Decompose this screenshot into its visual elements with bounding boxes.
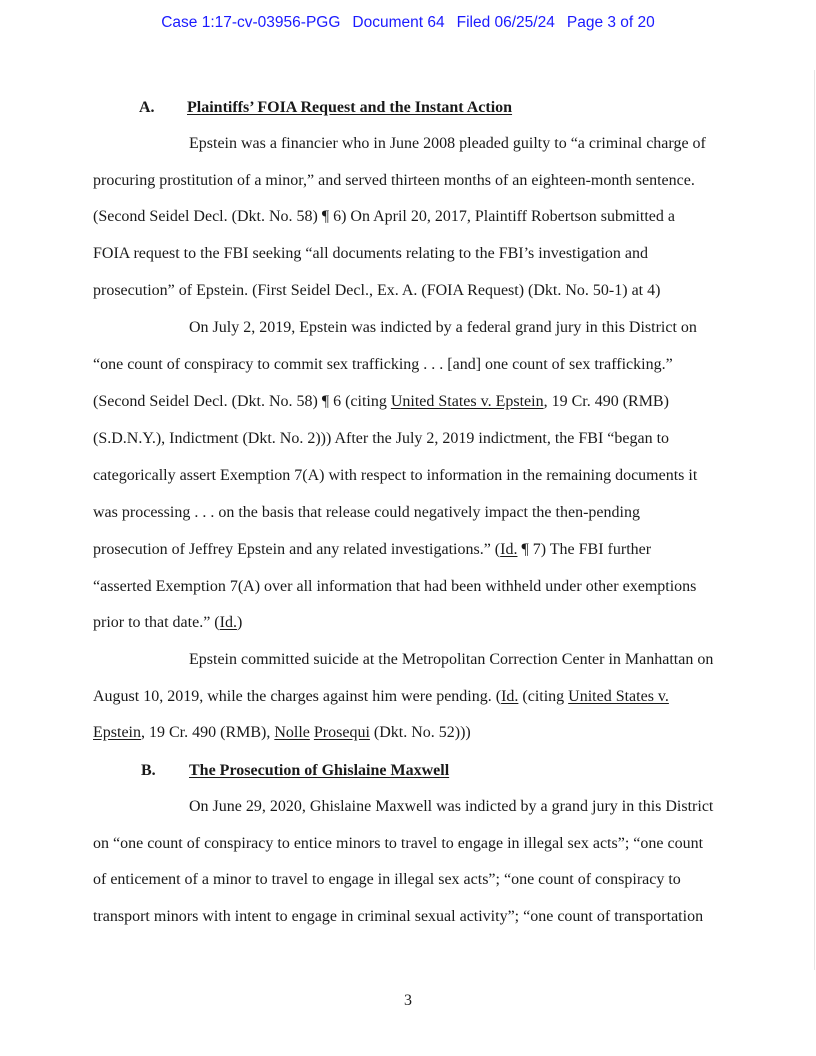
text-run: ¶ 7) The FBI further [517, 541, 652, 558]
section-b-title: The Prosecution of Ghislaine Maxwell [189, 762, 450, 779]
paragraph-line: procuring prostitution of a minor,” and served thirteen months of an eighteen-month sentence. [93, 172, 695, 189]
text-run: August 10, 2019, while the charges against him were pending. ( [93, 688, 502, 705]
paragraph-line: transport minors with intent to engage in criminal sexual activity”; “one count of transportation [93, 908, 704, 925]
paragraph-line: FOIA request to the FBI seeking “all documents relating to the FBI’s investigation and [93, 245, 649, 262]
text-run: (citing [518, 688, 569, 705]
text-run: , 19 Cr. 490 (RMB) [543, 393, 669, 410]
paragraph-line: categorically assert Exemption 7(A) with respect to information in the remaining documents it [93, 467, 698, 484]
paragraph-line: Epstein committed suicide at the Metropolitan Correction Center in Manhattan on [189, 651, 714, 668]
paragraph-line: On July 2, 2019, Epstein was indicted by a federal grand jury in this District on [189, 319, 697, 336]
paragraph-line [93, 540, 651, 560]
paragraph-line: on “one count of conspiracy to entice minors to travel to engage in illegal sex acts”; “one count [93, 835, 704, 852]
ecf-header-stamp [0, 14, 816, 32]
paragraph-line: On June 29, 2020, Ghislaine Maxwell was indicted by a grand jury in this District [189, 798, 714, 815]
case-citation: United States v. [568, 688, 669, 705]
paragraph-line: prosecution” of Epstein. (First Seidel Decl., Ex. A. (FOIA Request) (Dkt. No. 50-1) at 4) [93, 282, 661, 299]
case-citation: United States v. Epstein [390, 393, 544, 410]
id-citation: Id. [500, 541, 518, 558]
page-edge-divider [814, 70, 815, 970]
case-number: Case 1:17-cv-03956-PGG [161, 14, 341, 31]
section-b-letter: B. [141, 762, 156, 779]
id-citation: Id. [501, 688, 519, 705]
paragraph-line: of enticement of a minor to travel to engage in illegal sex acts”; “one count of conspiracy to [93, 871, 681, 888]
paragraph-line: (S.D.N.Y.), Indictment (Dkt. No. 2))) After the July 2, 2019 indictment, the FBI “began to [93, 430, 670, 447]
paragraph-line [93, 613, 242, 633]
paragraph-line: was processing . . . on the basis that release could negatively impact the then-pending [93, 504, 640, 521]
page-count: Page 3 of 20 [566, 14, 655, 31]
paragraph-line: “one count of conspiracy to commit sex trafficking . . . [and] one count of sex trafficking.” [93, 356, 673, 373]
paragraph-line: “asserted Exemption 7(A) over all information that had been withheld under other exemptions [93, 578, 697, 595]
page-number: 3 [404, 992, 412, 1009]
case-citation: Epstein [93, 724, 141, 741]
document-number: Document 64 [352, 14, 445, 31]
section-a-letter: A. [139, 99, 155, 116]
section-a-title: Plaintiffs’ FOIA Request and the Instant Action [187, 99, 513, 116]
paragraph-line: (Second Seidel Decl. (Dkt. No. 58) ¶ 6) On April 20, 2017, Plaintiff Robertson submitted a [93, 208, 675, 225]
paragraph-line [93, 687, 669, 707]
text-run: prosecution of Jeffrey Epstein and any related investigations.” ( [93, 541, 501, 558]
text-run: (Second Seidel Decl. (Dkt. No. 58) ¶ 6 (citing [93, 393, 391, 410]
text-run: , 19 Cr. 490 (RMB), [141, 724, 275, 741]
paragraph-line: Epstein was a financier who in June 2008 pleaded guilty to “a criminal charge of [189, 135, 706, 152]
prosequi-citation: Prosequi [313, 724, 370, 741]
filed-date: Filed 06/25/24 [456, 14, 555, 31]
id-citation: Id. [219, 614, 237, 631]
text-run: ) [236, 614, 243, 631]
text-run: (Dkt. No. 52))) [369, 724, 471, 741]
text-run: prior to that date.” ( [93, 614, 220, 631]
nolle-citation: Nolle [274, 724, 310, 741]
paragraph-line [93, 723, 471, 743]
paragraph-line [93, 392, 669, 412]
